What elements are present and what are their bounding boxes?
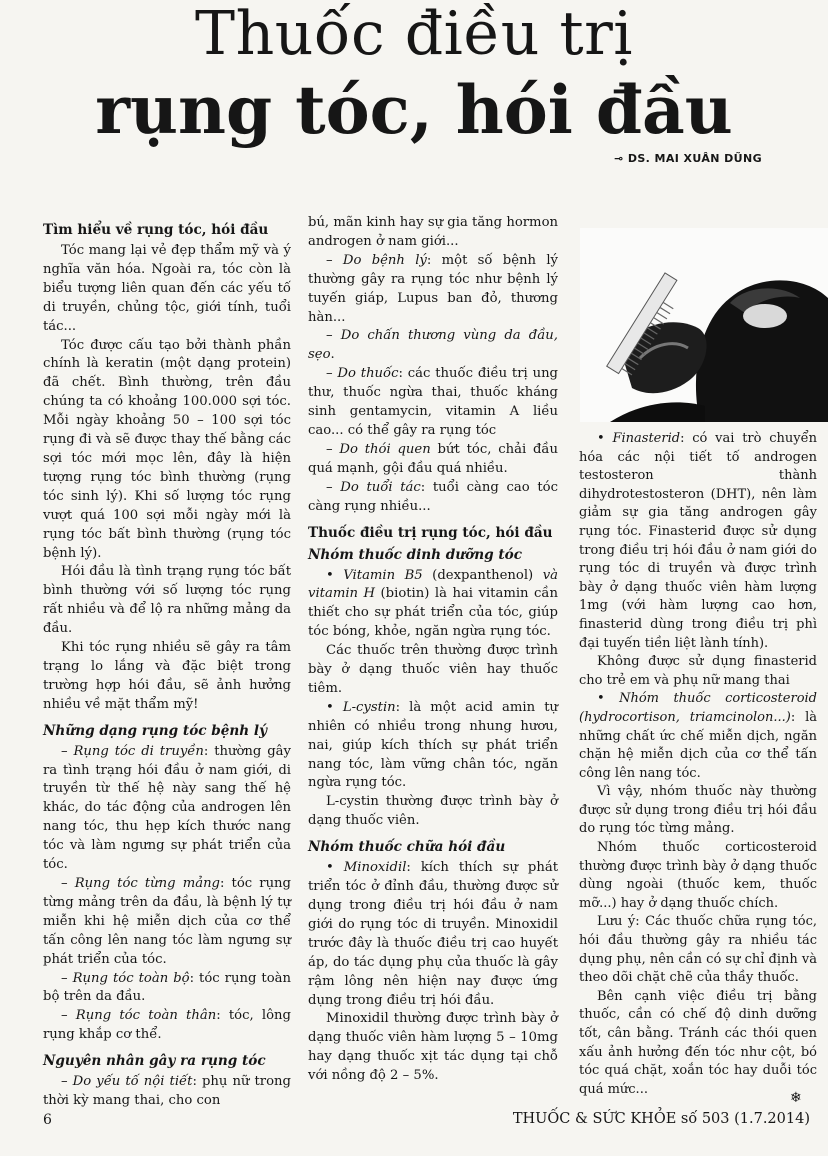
column-3	[579, 430, 817, 1099]
bullet-label: • L-cystin	[326, 699, 396, 715]
bullet-paragraph	[308, 479, 558, 517]
bullet-label: – Rụng tóc toàn thân	[61, 1008, 217, 1024]
bullet-label: – Do tuổi tác	[326, 479, 421, 495]
paragraph: Các thuốc trên thường được trình bày ở dạng thuốc viên hay thuốc tiêm.	[308, 643, 558, 696]
bullet-label: – Rụng tóc toàn bộ	[61, 970, 190, 986]
column-1	[43, 214, 291, 1111]
bullet-text: : thường gây ra tình trạng hói đầu ở nam giới, di truyền từ thế hệ này sang thế hệ khác, do tác động của androgen lên nang tóc, thu hẹp kích thước nang tóc và làm ngưng sự phát triển của tóc.	[43, 743, 291, 873]
bullet-paragraph	[43, 1007, 291, 1045]
bullet-text: : tuổi càng cao tóc càng rụng nhiều...	[308, 479, 558, 514]
bullet-paragraph	[308, 327, 558, 365]
bullet-text: : tóc rụng từng mảng trên da đầu, là bệnh lý tự miễn khi hệ miễn dịch của cơ thể tấn công lên nang tóc làm ngưng sự phát triển của tóc.	[43, 876, 291, 967]
bullet-label: • Minoxidil	[326, 860, 407, 876]
paragraph: Tóc được cấu tạo bởi thành phần chính là keratin (một dạng protein) đã chết. Bình thường, trên đầu chúng ta có khoảng 100.000 sợi tóc. Mỗi ngày khoảng 50 – 100 sợi tóc rụng đi và sẽ được thay thế bằng các sợi tóc mới mọc lên, đây là hiện tượng rụng tóc bình thường (rụng tóc sinh lý). Khi số lượng tóc rụng vượt quá 100 sợi mỗi ngày mới là rụng tóc bất bình thường (rụng tóc bệnh lý).	[43, 337, 291, 561]
paragraph: Lưu ý: Các thuốc chữa rụng tóc, hói đầu thường gây ra nhiều tác dụng phụ, nên cần có sự chỉ định và theo dõi chặt chẽ của thầy thuốc.	[579, 914, 817, 986]
section-heading: Thuốc điều trị rụng tóc, hói đầu	[308, 524, 553, 541]
bullet-text: : tóc, lông rụng khắp cơ thể.	[43, 1008, 291, 1043]
subsection-heading: Nhóm thuốc dinh dưỡng tóc	[308, 546, 522, 563]
subsection-heading: Nhóm thuốc chữa hói đầu	[308, 839, 506, 856]
bullet-text: : là những chất ức chế miễn dịch, ngăn chặn hệ miễn dịch của cơ thể tấn công lên nang tóc.	[579, 709, 817, 781]
bullet-label: – Rụng tóc di truyền	[61, 743, 204, 759]
title-line-1: Thuốc điều trị	[195, 0, 633, 69]
bullet-label: – Do yếu tố nội tiết	[61, 1074, 193, 1090]
bullet-paragraph	[579, 430, 817, 653]
bullet-paragraph	[308, 252, 558, 328]
title-line-2: rụng tóc, hói đầu	[95, 71, 733, 149]
bullet-label: • Vitamin B5	[326, 567, 423, 583]
bullet-paragraph	[308, 567, 558, 643]
bullet-text: (dexpanthenol)	[422, 567, 543, 583]
paragraph: bú, mãn kinh hay sự gia tăng hormon androgen ở nam giới...	[308, 215, 558, 249]
man-combing-hair-image	[580, 228, 828, 422]
bullet-paragraph	[308, 365, 558, 441]
bullet-text: bứt tóc, chải đầu quá mạnh, gội đầu quá nhiều.	[308, 441, 559, 476]
paragraph: Tóc mang lại vẻ đẹp thẩm mỹ và ý nghĩa văn hóa. Ngoài ra, tóc còn là biểu tượng liên quan đến các yếu tố di truyền, chủng tộc, giới tính, tuổi tác...	[43, 243, 291, 334]
bullet-label: và vitamin H	[308, 567, 558, 602]
bullet-label: • Finasterid	[597, 431, 681, 446]
bullet-text: : tóc rụng toàn bộ trên da đầu.	[43, 970, 291, 1005]
bullet-text: : có vai trò chuyển hóa các nội tiết tố androgen testosteron thành dihydrotestosteron (DHT), nên làm giảm sự gia tăng androgen gây rụng tóc. Finasterid được sử dụng trong điều trị hói đầu ở nam giới do rụng tóc di truyền và được trình bày ở dạng thuốc viên hàm lượng 1mg (với hàm lượng cao hơn, finasterid dùng trong điều trị phì đại tuyến tiền liệt lành tính).	[579, 431, 817, 651]
bullet-paragraph	[43, 743, 291, 875]
page-number: 6	[43, 1112, 52, 1128]
bullet-paragraph	[308, 699, 558, 794]
bullet-paragraph	[308, 859, 558, 1010]
bullet-text: (biotin) là hai vitamin cần thiết cho sự phát triển của tóc, giúp tóc bóng, khỏe, ngăn ngừa rụng tóc.	[308, 586, 558, 640]
bullet-label: • Nhóm thuốc corticosteroid (hydrocortison, triamcinolon...)	[579, 691, 817, 725]
bullet-text: : là một acid amin tự nhiên có nhiều trong nhung hươu, nai, giúp kích thích sự phát triển nang tóc, làm vững chân tóc, ngăn ngừa rụng tóc.	[308, 699, 558, 791]
paragraph: Bên cạnh việc điều trị bằng thuốc, cần có chế độ dinh dưỡng tốt, cân bằng. Tránh các thói quen xấu ảnh hưởng đến tóc như cột, bó tóc quá chặt, xoắn tóc hay duỗi tóc quá mức...	[579, 988, 817, 1097]
column-2	[308, 214, 558, 1086]
section-heading: Nguyên nhân gây ra rụng tóc	[43, 1053, 266, 1070]
bullet-paragraph	[43, 970, 291, 1008]
section-heading: Những dạng rụng tóc bệnh lý	[43, 722, 267, 739]
bullet-label: – Rụng tóc từng mảng	[61, 876, 220, 891]
section-heading: Tìm hiểu về rụng tóc, hói đầu	[43, 222, 269, 238]
bullet-text: : các thuốc điều trị ung thư, thuốc ngừa thai, thuốc kháng sinh gentamycin, vitamin A liều cao... có thể gây ra rụng tóc	[308, 366, 559, 438]
bullet-text: : phụ nữ trong thời kỳ mang thai, cho con	[43, 1074, 291, 1109]
paragraph: Minoxidil thường được trình bày ở dạng thuốc viên hàm lượng 5 – 10mg hay dạng thuốc xịt tác dụng tại chỗ với nồng độ 2 – 5%.	[308, 1011, 558, 1084]
bullet-paragraph	[579, 690, 817, 783]
paragraph: Không được sử dụng finasterid cho trẻ em và phụ nữ mang thai	[579, 654, 817, 688]
paragraph: Nhóm thuốc corticosteroid thường được trình bày ở dạng thuốc dùng ngoài (thuốc kem, thuốc mỡ...) hay ở dạng thuốc chích.	[579, 840, 817, 911]
bullet-label: – Do bệnh lý	[326, 252, 427, 268]
bullet-label: – Do thói quen	[326, 441, 431, 457]
bullet-paragraph	[43, 1073, 291, 1111]
author-byline: ⊸ DS. MAI XUÂN DŨNG	[613, 152, 762, 165]
paragraph: Hói đầu là tình trạng rụng tóc bất bình thường với số lượng tóc rụng rất nhiều và để lộ ra những mảng da đầu.	[43, 564, 291, 637]
end-of-article-mark: ❄	[790, 1090, 802, 1106]
bullet-text: : một số bệnh lý thường gây ra rụng tóc như bệnh lý tuyến giáp, Lupus ban đỏ, thương hàn...	[308, 252, 558, 325]
bullet-text: : kích thích sự phát triển tóc ở đỉnh đầu, thường được sử dụng trong điều trị hói đầu ở nam giới do rụng tóc di truyền. Minoxidil trước đây là thuốc điều trị cao huyết áp, do tác dụng phụ của thuốc là gây rậm lông nên hiện nay được ứng dụng trong điều trị hói đầu.	[308, 860, 559, 1008]
paragraph: L-cystin thường được trình bày ở dạng thuốc viên.	[308, 794, 558, 829]
bullet-text: .	[330, 347, 335, 363]
publication-footer: THUỐC & SỨC KHỎE số 503 (1.7.2014)	[512, 1111, 810, 1127]
bullet-paragraph	[308, 441, 558, 479]
hair-loss-photo	[580, 228, 828, 422]
paragraph: Vì vậy, nhóm thuốc này thường được sử dụng trong điều trị hói đầu do rụng tóc từng mảng.	[579, 784, 817, 837]
bullet-label: – Do thuốc	[326, 366, 399, 382]
bullet-paragraph	[43, 875, 291, 970]
bullet-label: – Do chấn thương vùng da đầu, sẹo	[308, 328, 558, 363]
paragraph: Khi tóc rụng nhiều sẽ gây ra tâm trạng lo lắng và đặc biệt trong trường hợp hói đầu, sẽ ảnh hưởng nhiều về mặt thẩm mỹ!	[43, 640, 291, 712]
